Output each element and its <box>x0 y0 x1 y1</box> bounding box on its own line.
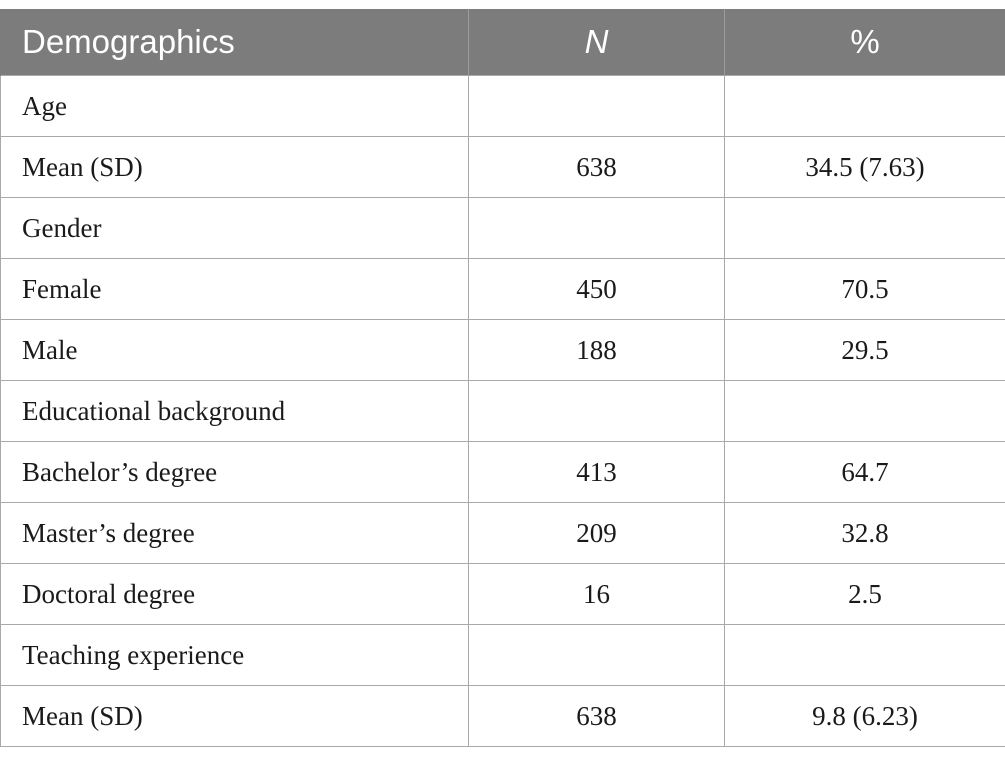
header-percent: % <box>725 9 1005 76</box>
row-n: 16 <box>469 564 725 625</box>
row-percent: 29.5 <box>725 320 1005 381</box>
table-row <box>1 137 1005 198</box>
row-n: 209 <box>469 503 725 564</box>
row-percent <box>725 76 1005 137</box>
row-percent: 9.8 (6.23) <box>725 686 1005 747</box>
table-row <box>1 198 1005 259</box>
row-percent <box>725 625 1005 686</box>
header-n: N <box>469 9 725 76</box>
row-n <box>469 625 725 686</box>
row-n <box>469 381 725 442</box>
row-n: 638 <box>469 686 725 747</box>
row-label: Age <box>1 76 469 137</box>
table-row <box>1 76 1005 137</box>
row-n: 188 <box>469 320 725 381</box>
row-label: Mean (SD) <box>1 686 469 747</box>
row-label: Bachelor’s degree <box>1 442 469 503</box>
row-n: 638 <box>469 137 725 198</box>
header-demographics: Demographics <box>1 9 469 76</box>
table-body <box>1 76 1005 747</box>
row-label: Doctoral degree <box>1 564 469 625</box>
row-n: 413 <box>469 442 725 503</box>
table-row <box>1 625 1005 686</box>
row-percent: 34.5 (7.63) <box>725 137 1005 198</box>
header-row <box>1 9 1005 76</box>
table-row <box>1 259 1005 320</box>
row-percent: 64.7 <box>725 442 1005 503</box>
row-n <box>469 76 725 137</box>
row-percent: 32.8 <box>725 503 1005 564</box>
table-header <box>1 9 1005 76</box>
row-label: Mean (SD) <box>1 137 469 198</box>
row-percent <box>725 198 1005 259</box>
row-label: Educational background <box>1 381 469 442</box>
table-row <box>1 686 1005 747</box>
row-label: Master’s degree <box>1 503 469 564</box>
demographics-table <box>0 9 1005 747</box>
row-label: Male <box>1 320 469 381</box>
table-row <box>1 503 1005 564</box>
row-percent: 2.5 <box>725 564 1005 625</box>
table-row <box>1 381 1005 442</box>
row-percent: 70.5 <box>725 259 1005 320</box>
row-n <box>469 198 725 259</box>
row-label: Teaching experience <box>1 625 469 686</box>
table-row <box>1 320 1005 381</box>
row-percent <box>725 381 1005 442</box>
table-row <box>1 564 1005 625</box>
row-n: 450 <box>469 259 725 320</box>
row-label: Female <box>1 259 469 320</box>
row-label: Gender <box>1 198 469 259</box>
table-row <box>1 442 1005 503</box>
